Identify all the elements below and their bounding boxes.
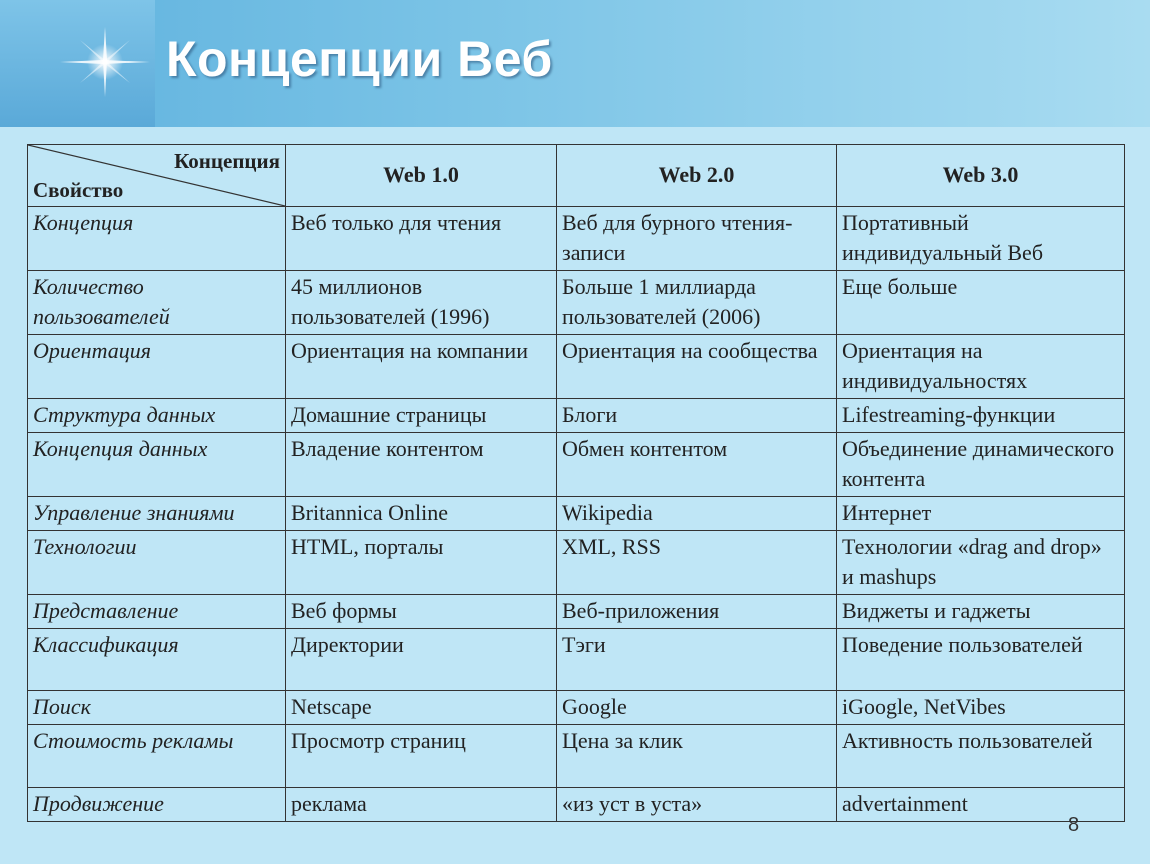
corner-label-concept: Концепция — [174, 149, 280, 173]
table-row — [28, 595, 1125, 629]
web3-cell: advertainment — [837, 788, 1125, 822]
column-header-web2: Web 2.0 — [557, 145, 837, 207]
property-cell: Продвижение — [28, 788, 286, 822]
property-cell: Поиск — [28, 691, 286, 725]
web2-cell: «из уст в уста» — [557, 788, 837, 822]
table-row — [28, 433, 1125, 497]
web3-cell: iGoogle, NetVibes — [837, 691, 1125, 725]
property-cell: Количество пользователей — [28, 271, 286, 335]
property-cell: Классификация — [28, 629, 286, 691]
web1-cell: 45 миллионов пользователей (1996) — [286, 271, 557, 335]
property-cell: Концепция данных — [28, 433, 286, 497]
property-cell: Стоимость рекламы — [28, 725, 286, 788]
web3-cell: Технологии «drag and drop» и mashups — [837, 531, 1125, 595]
web3-cell: Lifestreaming-функции — [837, 399, 1125, 433]
web1-cell: HTML, порталы — [286, 531, 557, 595]
web2-cell: Веб-приложения — [557, 595, 837, 629]
property-cell: Ориентация — [28, 335, 286, 399]
web2-cell: Обмен контентом — [557, 433, 837, 497]
web3-cell: Виджеты и гаджеты — [837, 595, 1125, 629]
web1-cell: Директории — [286, 629, 557, 691]
table-row — [28, 207, 1125, 271]
web2-cell: Google — [557, 691, 837, 725]
table-row — [28, 335, 1125, 399]
table-row — [28, 399, 1125, 433]
page-number: 8 — [1068, 814, 1080, 836]
table-row — [28, 725, 1125, 788]
web2-cell: Блоги — [557, 399, 837, 433]
web1-cell: реклама — [286, 788, 557, 822]
table-row — [28, 531, 1125, 595]
column-header-web1: Web 1.0 — [286, 145, 557, 207]
property-cell: Структура данных — [28, 399, 286, 433]
web3-cell: Интернет — [837, 497, 1125, 531]
corner-header-cell — [28, 145, 286, 207]
web3-cell: Еще больше — [837, 271, 1125, 335]
table-row — [28, 691, 1125, 725]
web1-cell: Britannica Online — [286, 497, 557, 531]
web2-cell: Больше 1 миллиарда пользователей (2006) — [557, 271, 837, 335]
sparkle-star-icon — [55, 25, 155, 100]
web2-cell: Тэги — [557, 629, 837, 691]
table-row — [28, 629, 1125, 691]
web2-cell: Ориентация на сообщества — [557, 335, 837, 399]
web1-cell: Веб только для чтения — [286, 207, 557, 271]
web1-cell: Владение контентом — [286, 433, 557, 497]
web1-cell: Ориентация на компании — [286, 335, 557, 399]
web3-cell: Поведение пользователей — [837, 629, 1125, 691]
property-cell: Представление — [28, 595, 286, 629]
web2-cell: XML, RSS — [557, 531, 837, 595]
web3-cell: Ориентация на индивидуальностях — [837, 335, 1125, 399]
corner-label-property: Свойство — [33, 178, 124, 202]
property-cell: Технологии — [28, 531, 286, 595]
table-row — [28, 271, 1125, 335]
table-header-row — [28, 145, 1125, 207]
web-concepts-table — [27, 144, 1125, 822]
slide-title: Концепции Веб — [166, 31, 553, 87]
web3-cell: Портативный индивидуальный Веб — [837, 207, 1125, 271]
web1-cell: Веб формы — [286, 595, 557, 629]
table-row — [28, 497, 1125, 531]
slide-header — [0, 0, 1150, 127]
web2-cell: Wikipedia — [557, 497, 837, 531]
property-cell: Концепция — [28, 207, 286, 271]
web3-cell: Объединение динамического контента — [837, 433, 1125, 497]
web1-cell: Просмотр страниц — [286, 725, 557, 788]
web3-cell: Активность пользователей — [837, 725, 1125, 788]
web1-cell: Netscape — [286, 691, 557, 725]
web2-cell: Цена за клик — [557, 725, 837, 788]
table-row — [28, 788, 1125, 822]
web2-cell: Веб для бурного чтения-записи — [557, 207, 837, 271]
property-cell: Управление знаниями — [28, 497, 286, 531]
column-header-web3: Web 3.0 — [837, 145, 1125, 207]
web1-cell: Домашние страницы — [286, 399, 557, 433]
